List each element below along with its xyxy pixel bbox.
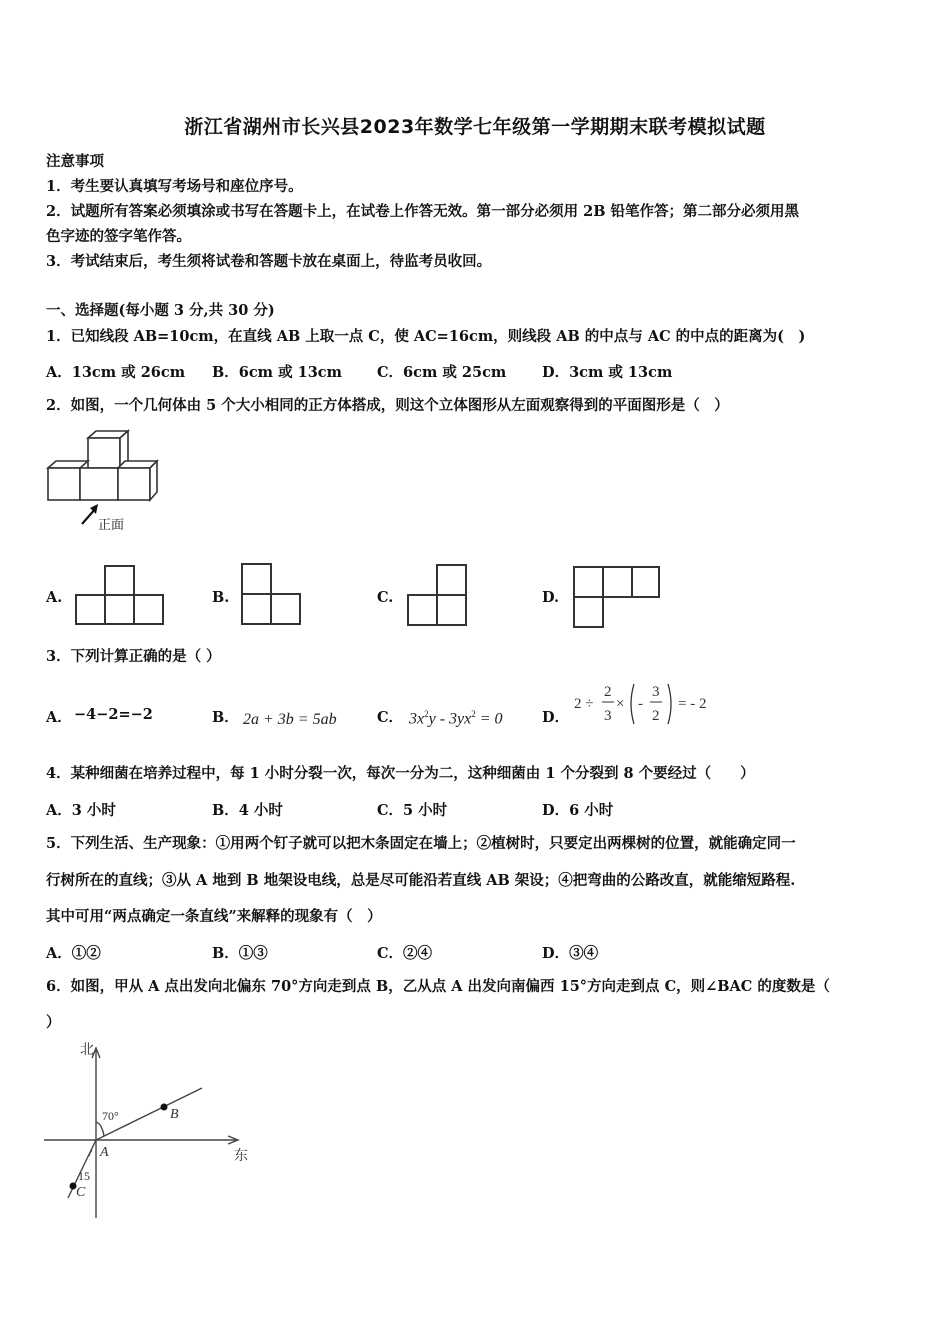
notice-heading: 注意事项 xyxy=(46,153,104,170)
q4-option-d: D．6 小时 xyxy=(542,802,614,819)
notice-item: 色字迹的签字笔作答。 xyxy=(46,228,191,245)
q3-option-b-expr: 2a + 3b = 5ab xyxy=(243,711,337,728)
q2-figure-label: 正面 xyxy=(98,517,125,532)
q2-option-d-figure xyxy=(572,565,664,631)
q2-option-c-label: C. xyxy=(377,589,394,606)
q2-option-d-label: D. xyxy=(542,589,560,606)
q6-direction-figure xyxy=(40,1038,270,1228)
q2-option-b-figure xyxy=(240,562,304,628)
q3-option-b-label: B． xyxy=(212,709,239,726)
q3-option-a-expr: −4−2=−2 xyxy=(74,706,153,723)
q3-option-d-expr xyxy=(572,678,722,730)
q2-cube-figure xyxy=(40,428,170,538)
q2-option-a-figure xyxy=(74,564,166,628)
point-a-label: A xyxy=(100,1145,109,1160)
q5-option-c: C．②④ xyxy=(377,945,433,962)
q5-option-a: A．①② xyxy=(46,945,101,962)
question-1-stem: 1．已知线段 AB=10cm，在直线 AB 上取一点 C，使 AC=16cm，则线段 AB 的中点与 AC 的中点的距离为( ) xyxy=(46,328,806,345)
svg-text:2 ÷: 2 ÷ xyxy=(574,696,594,712)
east-label: 东 xyxy=(234,1149,248,1164)
q2-option-a-label: A. xyxy=(46,589,63,606)
question-5-line1: 5．下列生活、生产现象：①用两个钉子就可以把木条固定在墙上；②植树时，只要定出两棵树的位置，就能确定同一 xyxy=(46,835,796,852)
q1-option-c: C．6cm 或 25cm xyxy=(377,364,507,381)
question-5-line3: 其中可用“两点确定一条直线”来解释的现象有（ ） xyxy=(46,908,382,925)
q4-option-b: B．4 小时 xyxy=(212,802,283,819)
q2-option-b-label: B. xyxy=(212,589,230,606)
svg-text:2: 2 xyxy=(652,708,660,724)
svg-text:3: 3 xyxy=(652,684,660,700)
point-c-label: C xyxy=(76,1185,86,1200)
angle-15-label: 15 xyxy=(78,1169,90,1183)
point-b-label: B xyxy=(170,1107,179,1122)
q4-option-c: C．5 小时 xyxy=(377,802,448,819)
svg-text:-: - xyxy=(638,696,643,712)
angle-70-label: 70° xyxy=(102,1109,119,1123)
q3-option-d-label: D． xyxy=(542,709,570,726)
question-6-stem-end: ） xyxy=(46,1014,61,1031)
q5-option-d: D．③④ xyxy=(542,945,599,962)
svg-text:= - 2: = - 2 xyxy=(678,696,707,712)
q2-option-c-figure xyxy=(406,563,470,629)
q1-option-a: A．13cm 或 26cm xyxy=(46,364,186,381)
section-heading: 一、选择题(每小题 3 分,共 30 分) xyxy=(46,302,275,319)
q3-option-c-label: C． xyxy=(377,709,404,726)
svg-text:3: 3 xyxy=(604,708,612,724)
notice-item: 3．考试结束后，考生须将试卷和答题卡放在桌面上，待监考员收回。 xyxy=(46,253,492,270)
q3-option-c-expr: $3x^2y - 3yx^2 = 0$ xyxy=(409,709,503,728)
q1-option-b: B．6cm 或 13cm xyxy=(212,364,342,381)
svg-text:2: 2 xyxy=(604,684,612,700)
question-5-line2: 行树所在的直线；③从 A 地到 B 地架设电线，总是尽可能沿若直线 AB 架设；④把弯曲的公路改直，就能缩短路程. xyxy=(46,872,796,889)
svg-text:×: × xyxy=(616,696,625,712)
north-label: 北 xyxy=(80,1043,94,1058)
page-title: 浙江省湖州市长兴县2023年数学七年级第一学期期末联考模拟试题 xyxy=(184,116,766,138)
notice-item: 1．考生要认真填写考场号和座位序号。 xyxy=(46,178,303,195)
question-4-stem: 4．某种细菌在培养过程中，每 1 小时分裂一次，每次一分为二，这种细菌由 1 个分裂到 8 个要经过（ ） xyxy=(46,765,755,782)
question-6-stem: 6．如图，甲从 A 点出发向北偏东 70°方向走到点 B，乙从点 A 出发向南偏西 15°方向走到点 C，则∠BAC 的度数是（ xyxy=(46,978,830,995)
q3-option-a-label: A． xyxy=(46,709,72,726)
question-2-stem: 2．如图，一个几何体由 5 个大小相同的正方体搭成，则这个立体图形从左面观察得到的平面图形是（ ） xyxy=(46,397,729,414)
question-3-stem: 3．下列计算正确的是（ ） xyxy=(46,648,221,665)
q1-option-d: D．3cm 或 13cm xyxy=(542,364,673,381)
q5-option-b: B．①③ xyxy=(212,945,268,962)
q4-option-a: A．3 小时 xyxy=(46,802,116,819)
notice-item: 2．试题所有答案必须填涂或书写在答题卡上，在试卷上作答无效。第一部分必须用 2B 铅笔作答；第二部分必须用黑 xyxy=(46,203,800,220)
